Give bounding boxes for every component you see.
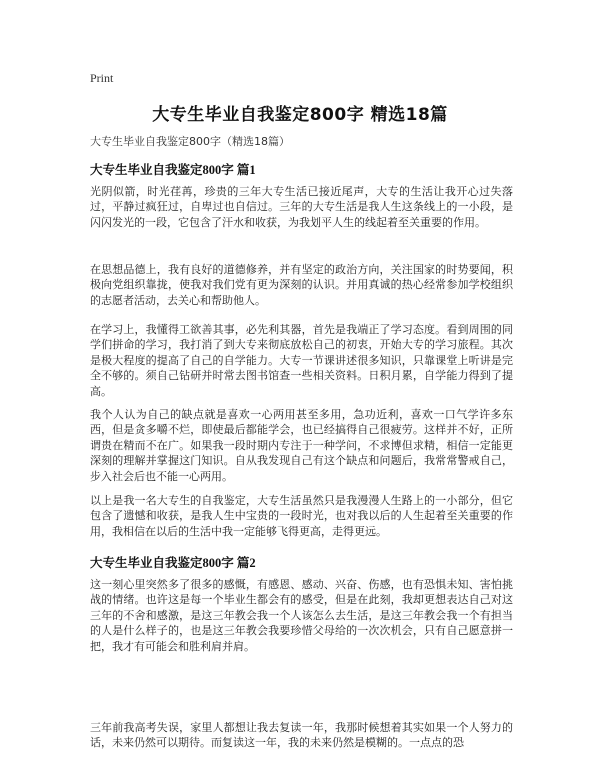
paragraph: 以上是我一名大专生的自我鉴定，大专生活虽然只是我漫漫人生路上的一小部分，但它包含了遗憾和收获，是我人生中宝贵的一段时光，也对我以后的人生起着至关重要的作用，我相信在以后的生活中我一定能够飞得更高，走得更远。 [90, 494, 513, 538]
paragraph: 光阴似箭，时光荏苒，珍贵的三年大专生活已接近尾声，大专的生活让我开心过失落过，平静过疯狂过，自卑过也自信过。三年的大专生活是我人生这条线上的一小段，是闪闪发光的一段，它包含了汗水和收获，为我划平人生的线起着至关重要的作用。 [90, 185, 513, 229]
print-link[interactable]: Print [90, 71, 114, 85]
paragraph: 三年前我高考失误，家里人都想让我去复读一年，我那时候想着其实如果一个人努力的话，未来仍然可以期待。而复读这一年，我的未来仍然是模糊的。一点点的恐 [90, 721, 513, 750]
section-heading-1: 大专生毕业自我鉴定800字 篇1 [90, 163, 256, 177]
paragraph: 我个人认为自己的缺点就是喜欢一心两用甚至多用，急功近利，喜欢一口气学许多东西，但是贪多嚼不烂，即使最后都能学会，也已经搞得自己很疲劳。这样并不好，正所谓贵在精而不在广。如果我一段时期内专注于一种学问，不求博但求精，相信一定能更深刻的理解并掌握这门知识。自从我发现自己有这个缺点和问题后，我常常警戒自己，步入社会后也不能一心两用。 [90, 408, 513, 483]
section-heading-2: 大专生毕业自我鉴定800字 篇2 [90, 556, 256, 570]
document-subtitle: 大专生毕业自我鉴定800字（精选18篇） [90, 135, 290, 148]
page-title: 大专生毕业自我鉴定800字 精选18篇 [152, 105, 448, 125]
paragraph: 这一刻心里突然多了很多的感慨，有感恩、感动、兴奋、伤感，也有恐惧未知、害怕挑战的情绪。也许这是每一个毕业生都会有的感受，但是在此刻，我却更想表达自己对这三年的不舍和感激，是这三年教会我一个人该怎么去生活，是这三年教会我一个有担当的人是什么样子的，也是这三年教会我要珍惜父母给的一次次机会，只有自己愿意拼一把，我才有可能会和胜利肩并肩。 [90, 578, 513, 653]
paragraph: 在学习上，我懂得工欲善其事，必先利其器，首先是我端正了学习态度。看到周围的同学们拼命的学习，我打消了到大专来彻底放松自己的初衷，开始大专的学习旅程。其次是极大程度的提高了自己的自学能力。大专一节课讲述很多知识，只靠课堂上听讲是完全不够的。须自己钻研并时常去图书馆查一些相关资料。日积月累，自学能力得到了提高。 [90, 323, 513, 398]
paragraph: 在思想品德上，我有良好的道德修养，并有坚定的政治方向，关注国家的时势要闻，积极向党组织靠拢，使我对我们党有更为深刻的认识。并用真诚的热心经常参加学校组织的志愿者活动，去关心和帮助他人。 [90, 263, 513, 307]
